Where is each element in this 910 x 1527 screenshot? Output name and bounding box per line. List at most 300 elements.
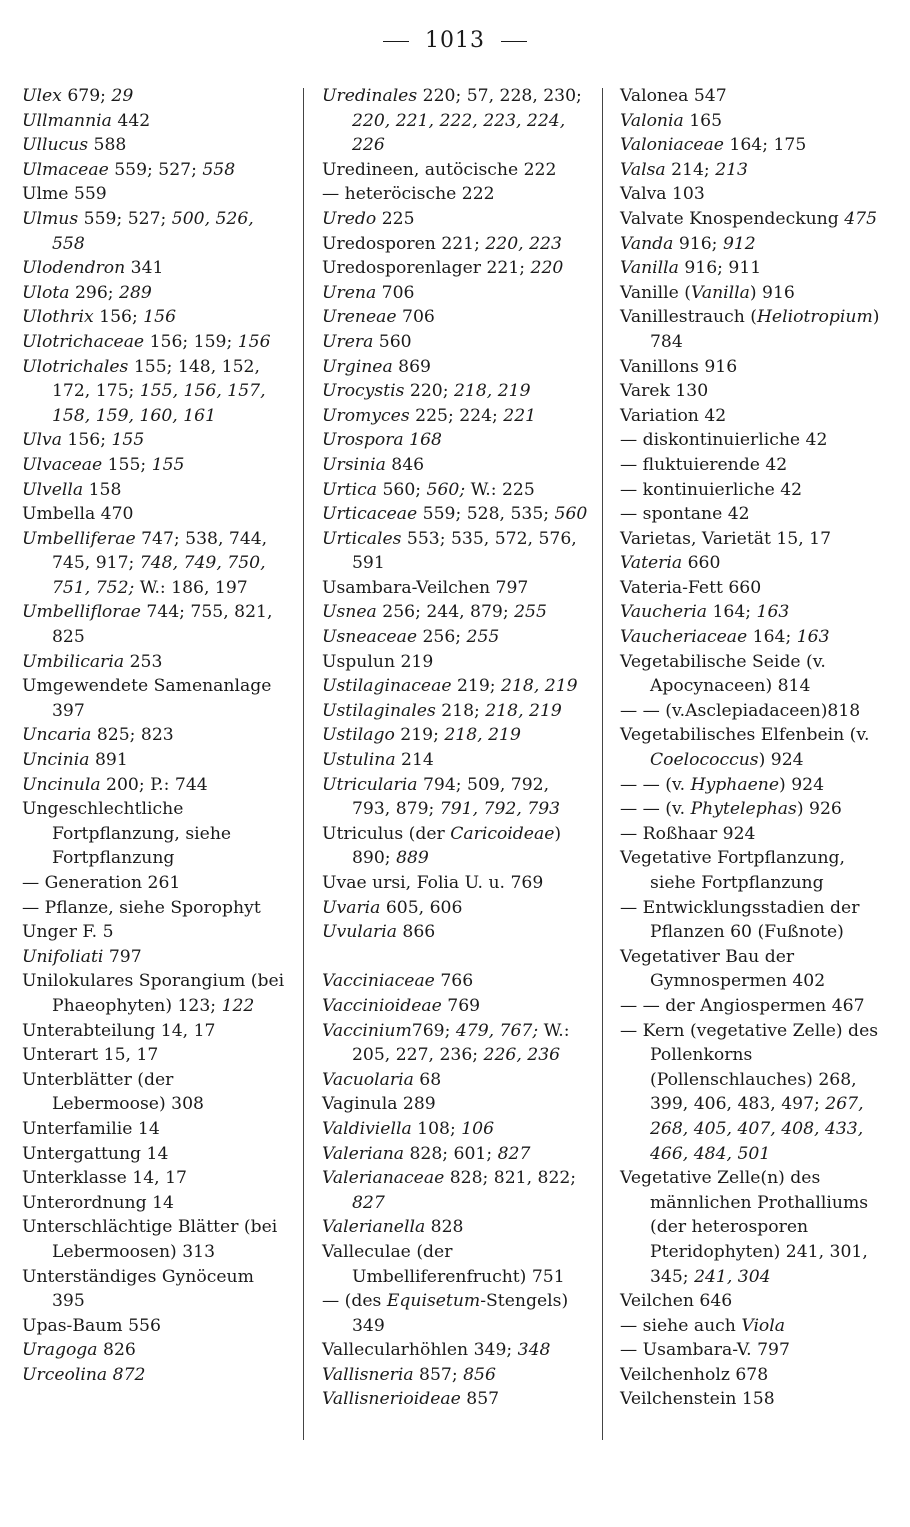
entry-text: Unger F. 5 (22, 922, 114, 943)
index-entry (22, 1363, 292, 1388)
index-entry (620, 945, 890, 994)
index-entry (322, 305, 592, 330)
index-column-2 (322, 84, 592, 1412)
index-entry (620, 773, 890, 798)
entry-text: 706 (396, 307, 435, 328)
entry-text: 872 (112, 1364, 146, 1385)
index-entry (620, 158, 890, 183)
entry-text: 218, 219 (485, 700, 562, 721)
index-entry (22, 650, 292, 675)
index-entry (22, 600, 292, 649)
index-entry (322, 404, 592, 429)
entry-text: Urginea (322, 356, 393, 377)
index-entry (620, 1289, 890, 1314)
index-entry (322, 256, 592, 281)
entry-text: Vanda (620, 233, 674, 254)
index-entry (322, 84, 592, 158)
entry-text: Valvate Knospendeckung (620, 208, 845, 229)
entry-text: Vegetative Zelle(n) des männlichen Prothalliums (der heterosporen Pteridophyten) 241, 301, 345; (620, 1168, 869, 1287)
entry-text: Vallisnerioideae (322, 1389, 461, 1410)
entry-text: — heteröcische 222 (322, 184, 495, 205)
entry-text: 218; (435, 700, 486, 721)
entry-text: 660 (682, 553, 721, 574)
entry-text: 106 (461, 1118, 495, 1139)
entry-text: Ustulina (322, 750, 396, 771)
entry-text: Veilchen 646 (620, 1291, 733, 1312)
index-entry (22, 1142, 292, 1167)
entry-text: 219; (394, 725, 445, 746)
entry-text: 214; (665, 159, 716, 180)
index-entry (22, 84, 292, 109)
index-entry (620, 133, 890, 158)
entry-text: 828 (425, 1217, 464, 1238)
entry-text: 827 (497, 1143, 531, 1164)
entry-text: Unilokulares Sporangium (bei Phaeophyten) 123; (22, 971, 285, 1016)
entry-text: 221 (503, 405, 537, 426)
entry-text: Uromyces (322, 405, 410, 426)
entry-text: — Kern (vegetative Zelle) des Pollenkorns (Pollenschlauches) 268, 399, 406, 483, 497; (620, 1020, 879, 1115)
entry-text: Variation 42 (620, 405, 727, 426)
entry-text: Vacciniaceae (322, 971, 435, 992)
index-entry (22, 945, 292, 970)
entry-text: ) 926 (796, 799, 842, 820)
entry-text: 769; (411, 1020, 456, 1041)
entry-text: 225; 224; (409, 405, 504, 426)
index-entry (620, 281, 890, 306)
index-entry (620, 404, 890, 429)
index-entry (620, 453, 890, 478)
entry-text: Umbilicaria (22, 651, 125, 672)
index-entry (620, 797, 890, 822)
entry-text: Urera (322, 331, 374, 352)
entry-text: Varek 130 (620, 381, 709, 402)
entry-text: Vaginula 289 (322, 1094, 436, 1115)
entry-text: Unterschlächtige Blätter (bei Lebermoosen) 313 (22, 1217, 278, 1262)
entry-text: — Roßhaar 924 (620, 823, 756, 844)
entry-text: Unterständiges Gynöceum 395 (22, 1266, 254, 1312)
entry-text: 156; (93, 307, 144, 328)
entry-text: Usambara-Veilchen 797 (322, 577, 529, 598)
index-entry (620, 822, 890, 847)
column-divider-right (602, 88, 603, 1440)
entry-text: — kontinuierliche 42 (620, 479, 803, 500)
entry-text: Uncinula (22, 774, 101, 795)
index-column-3 (620, 84, 890, 1412)
entry-text: — — der Angiospermen 467 (620, 995, 865, 1016)
entry-text: 155 (111, 430, 145, 451)
entry-text: Urtica (322, 479, 377, 500)
index-entry (620, 625, 890, 650)
entry-text: 912 (722, 233, 756, 254)
entry-text: 220; 57, 228, 230; (417, 86, 582, 106)
entry-text: Vanillestrauch ( (620, 307, 757, 328)
entry-text: Vacuolaria (322, 1069, 414, 1090)
index-entry (322, 1142, 592, 1167)
entry-text: 856 (463, 1364, 496, 1385)
entry-text: 253 (124, 651, 163, 672)
entry-text: 769 (441, 995, 481, 1016)
entry-text: Ustilaginales (322, 700, 436, 721)
entry-text: 442 (111, 110, 151, 131)
entry-text: Vegetabilisches Elfenbein (v. (620, 725, 870, 746)
entry-text: Urocystis (322, 381, 405, 402)
entry-text: 916; 911 (678, 258, 762, 279)
index-entry (22, 748, 292, 773)
index-entry (322, 232, 592, 257)
index-column-1 (22, 84, 292, 1387)
entry-text: Uncaria (22, 725, 92, 746)
index-entry (22, 1117, 292, 1142)
entry-text: 155, 156, 157, 158, 159, 160, 161 (52, 381, 266, 426)
entry-text: Valleculae (der Umbelliferenfrucht) 751 (322, 1241, 565, 1287)
entry-text: Uncinia (22, 750, 90, 771)
entry-text: 500, 526, 558 (52, 208, 254, 254)
index-entry (22, 256, 292, 281)
index-entry (22, 1043, 292, 1068)
entry-text: ) 924 (758, 750, 804, 771)
entry-text: Hyphaene (690, 774, 780, 795)
entry-text: 857 (460, 1389, 500, 1410)
entry-text: 679; (61, 86, 112, 106)
entry-text: 706 (376, 282, 415, 303)
index-entry (620, 305, 890, 354)
entry-text: Valeriana (322, 1143, 405, 1164)
index-entry (322, 355, 592, 380)
entry-text: 267, 268, 405, 407, 408, 433, 466, 484, 501 (650, 1094, 864, 1164)
index-entry (22, 330, 292, 355)
index-entry (22, 182, 292, 207)
entry-text: 828; 601; (404, 1143, 498, 1164)
entry-text: 200; P.: 744 (100, 774, 208, 795)
index-entry (620, 723, 890, 772)
entry-text: Uvaria (322, 897, 381, 918)
entry-text: Vaccinioideae (322, 995, 442, 1016)
entry-text: 560 (554, 504, 588, 525)
entry-text: Ulota (22, 282, 70, 303)
entry-text: Heliotropium (756, 307, 873, 328)
entry-text: Unterklasse 14, 17 (22, 1168, 187, 1189)
index-entry (322, 1289, 592, 1338)
entry-text: Vegetative Fortpflanzung, siehe Fortpflanzung (620, 848, 845, 893)
index-entry (620, 1166, 890, 1289)
entry-text: 241, 304 (694, 1266, 771, 1287)
entry-text: Valoniaceae (620, 135, 724, 156)
index-entry (22, 896, 292, 921)
entry-text: 164; 175 (723, 135, 807, 156)
entry-text: Uspulun 219 (322, 651, 434, 672)
index-entry (620, 428, 890, 453)
entry-text: Vallisneria (322, 1364, 414, 1385)
entry-text: 68 (413, 1069, 442, 1090)
entry-text: 29 (111, 86, 134, 106)
index-entry (322, 773, 592, 822)
entry-text: Upas-Baum 556 (22, 1315, 161, 1336)
index-entry (322, 330, 592, 355)
entry-text: Coelococcus (650, 750, 759, 771)
entry-text: 156 (143, 307, 177, 328)
entry-text: ) 916 (749, 282, 795, 303)
index-entry (322, 625, 592, 650)
index-entry (322, 576, 592, 601)
entry-text: — spontane 42 (620, 504, 750, 525)
entry-text: Ursinia (322, 454, 386, 475)
entry-text: Uredinales (322, 86, 418, 106)
entry-text: Ulex (22, 86, 62, 106)
index-entry (22, 1166, 292, 1191)
index-entry (322, 674, 592, 699)
entry-text: Unterart 15, 17 (22, 1045, 159, 1066)
entry-text: Ureneae (322, 307, 397, 328)
entry-text: Ustilago (322, 725, 395, 746)
index-entry (620, 256, 890, 281)
entry-text: 165 (683, 110, 723, 131)
index-entry (22, 305, 292, 330)
entry-text: Umbelliflorae (22, 602, 141, 623)
entry-text: Umgewendete Samenanlage 397 (22, 676, 272, 721)
index-entry (620, 232, 890, 257)
index-entry (620, 699, 890, 724)
index-entry (322, 1166, 592, 1215)
entry-text: 916; (673, 233, 723, 254)
entry-text: 122 (221, 995, 255, 1016)
index-entry (322, 600, 592, 625)
entry-text: Uredosporen 221; (322, 233, 486, 254)
entry-text: 889 (396, 848, 429, 869)
entry-text: ) 890; (352, 823, 562, 869)
entry-text: 828; 821, 822; (444, 1168, 577, 1189)
entry-text: 156; (61, 430, 112, 451)
index-entry (322, 1215, 592, 1240)
index-entry (22, 871, 292, 896)
entry-text: Equisetum (386, 1291, 481, 1312)
index-entry (22, 428, 292, 453)
entry-text: 226, 236 (483, 1045, 561, 1066)
entry-text: 256; (417, 627, 467, 648)
entry-text: — fluktuierende 42 (620, 454, 788, 475)
index-entry (322, 699, 592, 724)
entry-text: Phytelephas (690, 799, 797, 820)
entry-text: 156 (237, 331, 271, 352)
entry-text: 255 (466, 627, 500, 648)
index-entry (620, 355, 890, 380)
index-entry (322, 453, 592, 478)
entry-text: Valonea 547 (620, 86, 727, 106)
entry-text: ) 784 (650, 307, 880, 352)
index-entry (620, 84, 890, 109)
entry-text: Ullmannia (22, 110, 112, 131)
entry-text: Viola (741, 1315, 786, 1336)
index-entry (322, 1068, 592, 1093)
index-entry (22, 1068, 292, 1117)
entry-text: Utricularia (322, 774, 418, 795)
index-entry (322, 502, 592, 527)
entry-text: Ustilaginaceae (322, 676, 452, 697)
entry-text: 747; 538, 744, 745, 917; (52, 528, 268, 574)
index-entry (22, 1019, 292, 1044)
entry-text: Usnea (322, 602, 377, 623)
entry-text: Vallecularhöhlen 349; (322, 1340, 518, 1361)
entry-text: Urceolina (22, 1364, 108, 1385)
entry-text: 220, 223 (485, 233, 562, 254)
column-divider-left (303, 88, 304, 1440)
entry-text: Vegetativer Bau der Gymnospermen 402 (620, 946, 826, 992)
entry-text: — — (v. (620, 774, 691, 795)
entry-text: 219; (451, 676, 502, 697)
entry-text: Ulotrichales (22, 356, 129, 377)
entry-text: 826 (97, 1340, 136, 1361)
entry-text: 748, 749, 750, 751, 752; (52, 553, 266, 598)
index-entry (322, 1019, 592, 1068)
entry-text: 256; 244, 879; (376, 602, 515, 623)
entry-text: W.: 186, 197 (134, 577, 248, 598)
index-entry (322, 1338, 592, 1363)
entry-text: 255 (514, 602, 547, 623)
entry-text: Ulvella (22, 479, 84, 500)
entry-text: Umbella 470 (22, 504, 134, 525)
index-entry (322, 920, 592, 945)
index-entry (22, 797, 292, 871)
index-entry (322, 281, 592, 306)
index-entry (22, 109, 292, 134)
index-entry (22, 502, 292, 527)
entry-text: 296; (69, 282, 120, 303)
entry-text: ) 924 (779, 774, 825, 795)
entry-text: Ulmus (22, 208, 79, 229)
entry-text: Ulotrichaceae (22, 331, 145, 352)
entry-text: Ulva (22, 430, 62, 451)
index-entry (322, 478, 592, 503)
entry-text: Vanilla (690, 282, 750, 303)
index-entry (322, 1240, 592, 1289)
entry-text: Ulmaceae (22, 159, 109, 180)
entry-text: 218, 219 (501, 676, 578, 697)
entry-text: Vaccinium (322, 1020, 412, 1041)
entry-text: 559; 527; (78, 208, 172, 229)
entry-text: Urena (322, 282, 377, 303)
entry-text: Urticales (322, 528, 402, 549)
index-entry (620, 502, 890, 527)
index-entry (322, 1387, 592, 1412)
entry-text: Valerianella (322, 1217, 426, 1238)
index-entry (620, 551, 890, 576)
entry-text: 164; (747, 627, 797, 648)
index-entry (322, 1092, 592, 1117)
index-entry (322, 723, 592, 748)
entry-text: — — (v. (620, 799, 691, 820)
index-entry (620, 379, 890, 404)
index-entry (620, 1387, 890, 1412)
index-entry (22, 773, 292, 798)
entry-text: 163 (796, 627, 830, 648)
index-entry (22, 1215, 292, 1264)
entry-text: Valonia (620, 110, 684, 131)
header-dash-right (501, 41, 527, 42)
entry-text: Unterfamilie 14 (22, 1118, 160, 1139)
entry-text: Veilchenholz 678 (620, 1364, 769, 1385)
entry-text: Uredo (322, 208, 377, 229)
entry-text: 168 (409, 430, 442, 451)
entry-text: Valdiviella (322, 1118, 412, 1139)
index-entry (620, 896, 890, 945)
entry-text: Ulodendron (22, 258, 126, 279)
entry-text: 155; (102, 454, 152, 475)
index-entry (22, 1338, 292, 1363)
entry-text: 794; 509, 792, 793, 879; (352, 774, 550, 820)
entry-text: Varietas, Varietät 15, 17 (620, 528, 832, 549)
entry-text: 891 (89, 750, 128, 771)
entry-text: — — (v.Asclepiadaceen)818 (620, 700, 861, 721)
entry-text: 866 (396, 922, 436, 943)
entry-text: 220 (530, 258, 564, 279)
entry-text: 213 (715, 159, 748, 180)
index-entry (322, 896, 592, 921)
entry-text: 558 (202, 159, 236, 180)
index-entry (22, 478, 292, 503)
entry-text: 846 (385, 454, 425, 475)
index-entry (322, 207, 592, 232)
entry-text: 869 (392, 356, 431, 377)
entry-text: 560 (373, 331, 412, 352)
index-entry (322, 428, 592, 453)
index-entry (22, 527, 292, 601)
entry-text: Valsa (620, 159, 666, 180)
entry-text: 560; (376, 479, 427, 500)
index-entry (322, 871, 592, 896)
entry-text: 797 (103, 946, 142, 967)
entry-text: Vateria (620, 553, 683, 574)
index-entry (22, 1265, 292, 1314)
index-entry (322, 379, 592, 404)
entry-text: W.: 225 (465, 479, 535, 500)
entry-text: 155; 148, 152, 172, 175; (52, 356, 260, 402)
entry-text: — Entwicklungsstadien der Pflanzen 60 (Fußnote) (620, 897, 860, 943)
entry-text: 827 (352, 1192, 385, 1213)
index-entry (22, 133, 292, 158)
entry-text: -Stengels) 349 (352, 1291, 569, 1336)
index-entry (22, 1191, 292, 1216)
index-entry (620, 109, 890, 134)
entry-text: 605, 606 (380, 897, 463, 918)
entry-text: Veilchenstein 158 (620, 1389, 775, 1410)
entry-text: Ungeschlechtliche Fortpflanzung, siehe Fortpflanzung (22, 799, 232, 869)
entry-text: Caricoideae (450, 823, 555, 844)
entry-text: 791, 792, 793 (439, 799, 561, 820)
index-entry (322, 994, 592, 1019)
entry-text: — Generation 261 (22, 873, 181, 893)
entry-text: 218, 219 (444, 725, 521, 746)
entry-text: Utriculus (der (322, 823, 451, 844)
entry-text: Vanille ( (620, 282, 691, 303)
entry-text: Vaucheria (620, 602, 707, 623)
index-entry (620, 846, 890, 895)
entry-text: Uredosporenlager 221; (322, 258, 531, 279)
index-entry (22, 723, 292, 748)
entry-text: Uragoga (22, 1340, 98, 1361)
entry-text: Uvae ursi, Folia U. u. 769 (322, 873, 544, 893)
entry-text: 155 (151, 454, 185, 475)
entry-text: 857; (413, 1364, 464, 1385)
entry-text: Umbelliferae (22, 528, 136, 549)
entry-text: — (des (322, 1291, 387, 1312)
entry-text: Vanilla (620, 258, 679, 279)
index-entry (22, 207, 292, 256)
entry-text: 164; (706, 602, 757, 623)
entry-text: 158 (83, 479, 122, 500)
entry-text: Unterordnung 14 (22, 1192, 174, 1213)
page-header (0, 28, 910, 53)
entry-text: Unterblätter (der Lebermoose) 308 (22, 1069, 204, 1115)
entry-text: 766 (434, 971, 474, 992)
